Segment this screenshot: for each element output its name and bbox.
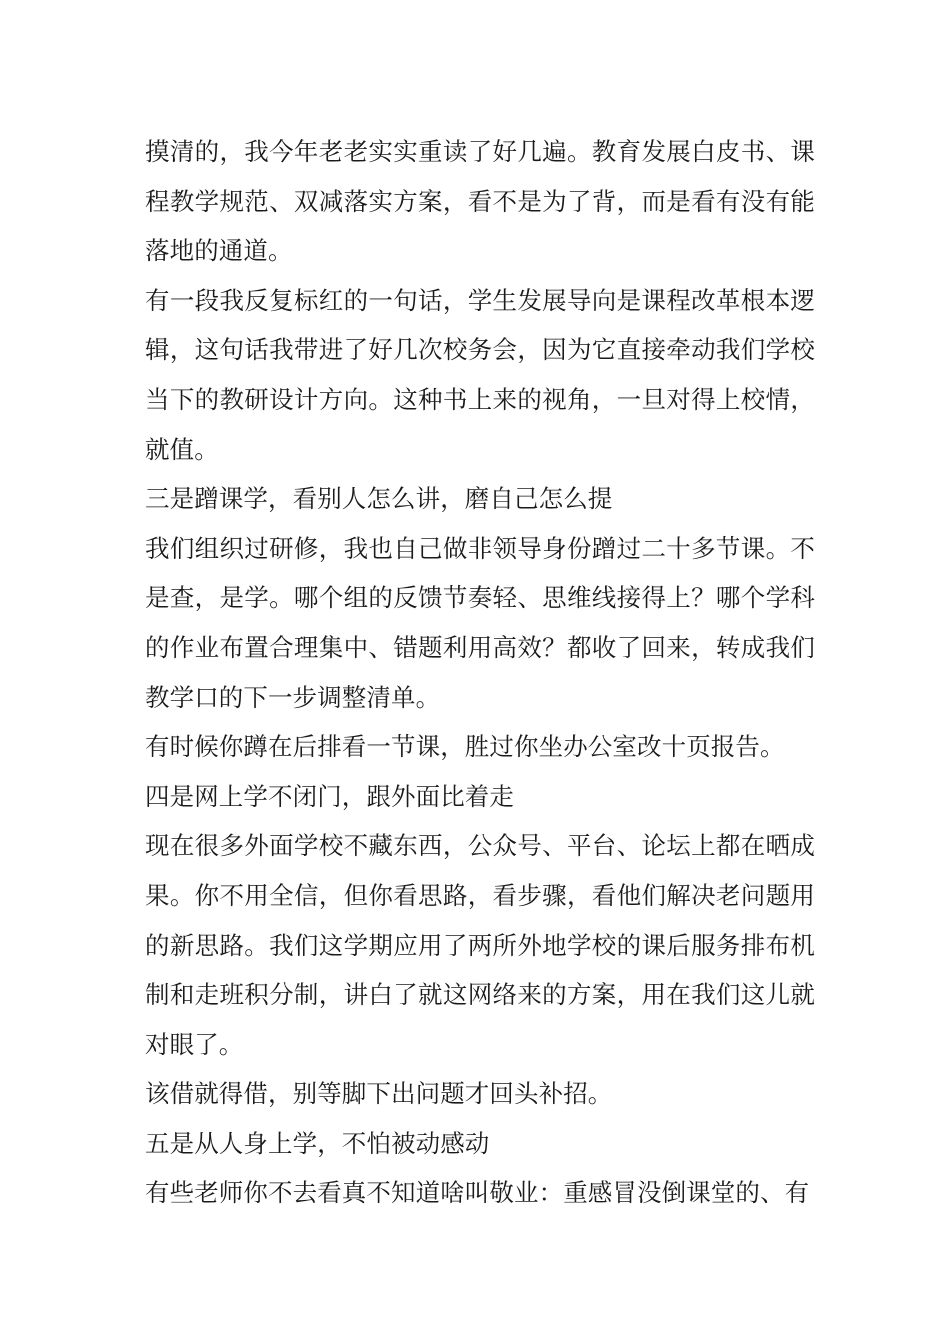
document-body xyxy=(145,127,815,1218)
paragraph: 我们组织过研修，我也自己做非领导身份蹭过二十多节课。不是查，是学。哪个组的反馈节奏轻、思维线接得上？哪个学科的作业布置合理集中、错题利用高效？都收了回来，转成我们教学口的下一步调整清单。 xyxy=(145,533,815,712)
paragraph: 现在很多外面学校不藏东西，公众号、平台、论坛上都在晒成果。你不用全信，但你看思路，看步骤，看他们解决老问题用的新思路。我们这学期应用了两所外地学校的课后服务排布机制和走班积分制，讲白了就这网络来的方案，用在我们这儿就对眼了。 xyxy=(145,831,815,1059)
section-heading: 四是网上学不闭门，跟外面比着走 xyxy=(145,781,514,811)
section-heading: 五是从人身上学，不怕被动感动 xyxy=(145,1128,490,1158)
paragraph: 该借就得借，别等脚下出问题才回头补招。 xyxy=(145,1079,613,1109)
paragraph: 有时候你蹲在后排看一节课，胜过你坐办公室改十页报告。 xyxy=(145,732,785,762)
section-heading: 三是蹭课学，看别人怎么讲，磨自己怎么提 xyxy=(145,484,613,514)
paragraph: 摸清的，我今年老老实实重读了好几遍。教育发展白皮书、课程教学规范、双减落实方案，看不是为了背，而是看有没有能落地的通道。 xyxy=(145,137,815,266)
paragraph: 有些老师你不去看真不知道啥叫敬业：重感冒没倒课堂的、有 xyxy=(145,1178,810,1208)
paragraph: 有一段我反复标红的一句话，学生发展导向是课程改革根本逻辑，这句话我带进了好几次校务会，因为它直接牵动我们学校当下的教研设计方向。这种书上来的视角，一旦对得上校情，就值。 xyxy=(145,285,815,464)
